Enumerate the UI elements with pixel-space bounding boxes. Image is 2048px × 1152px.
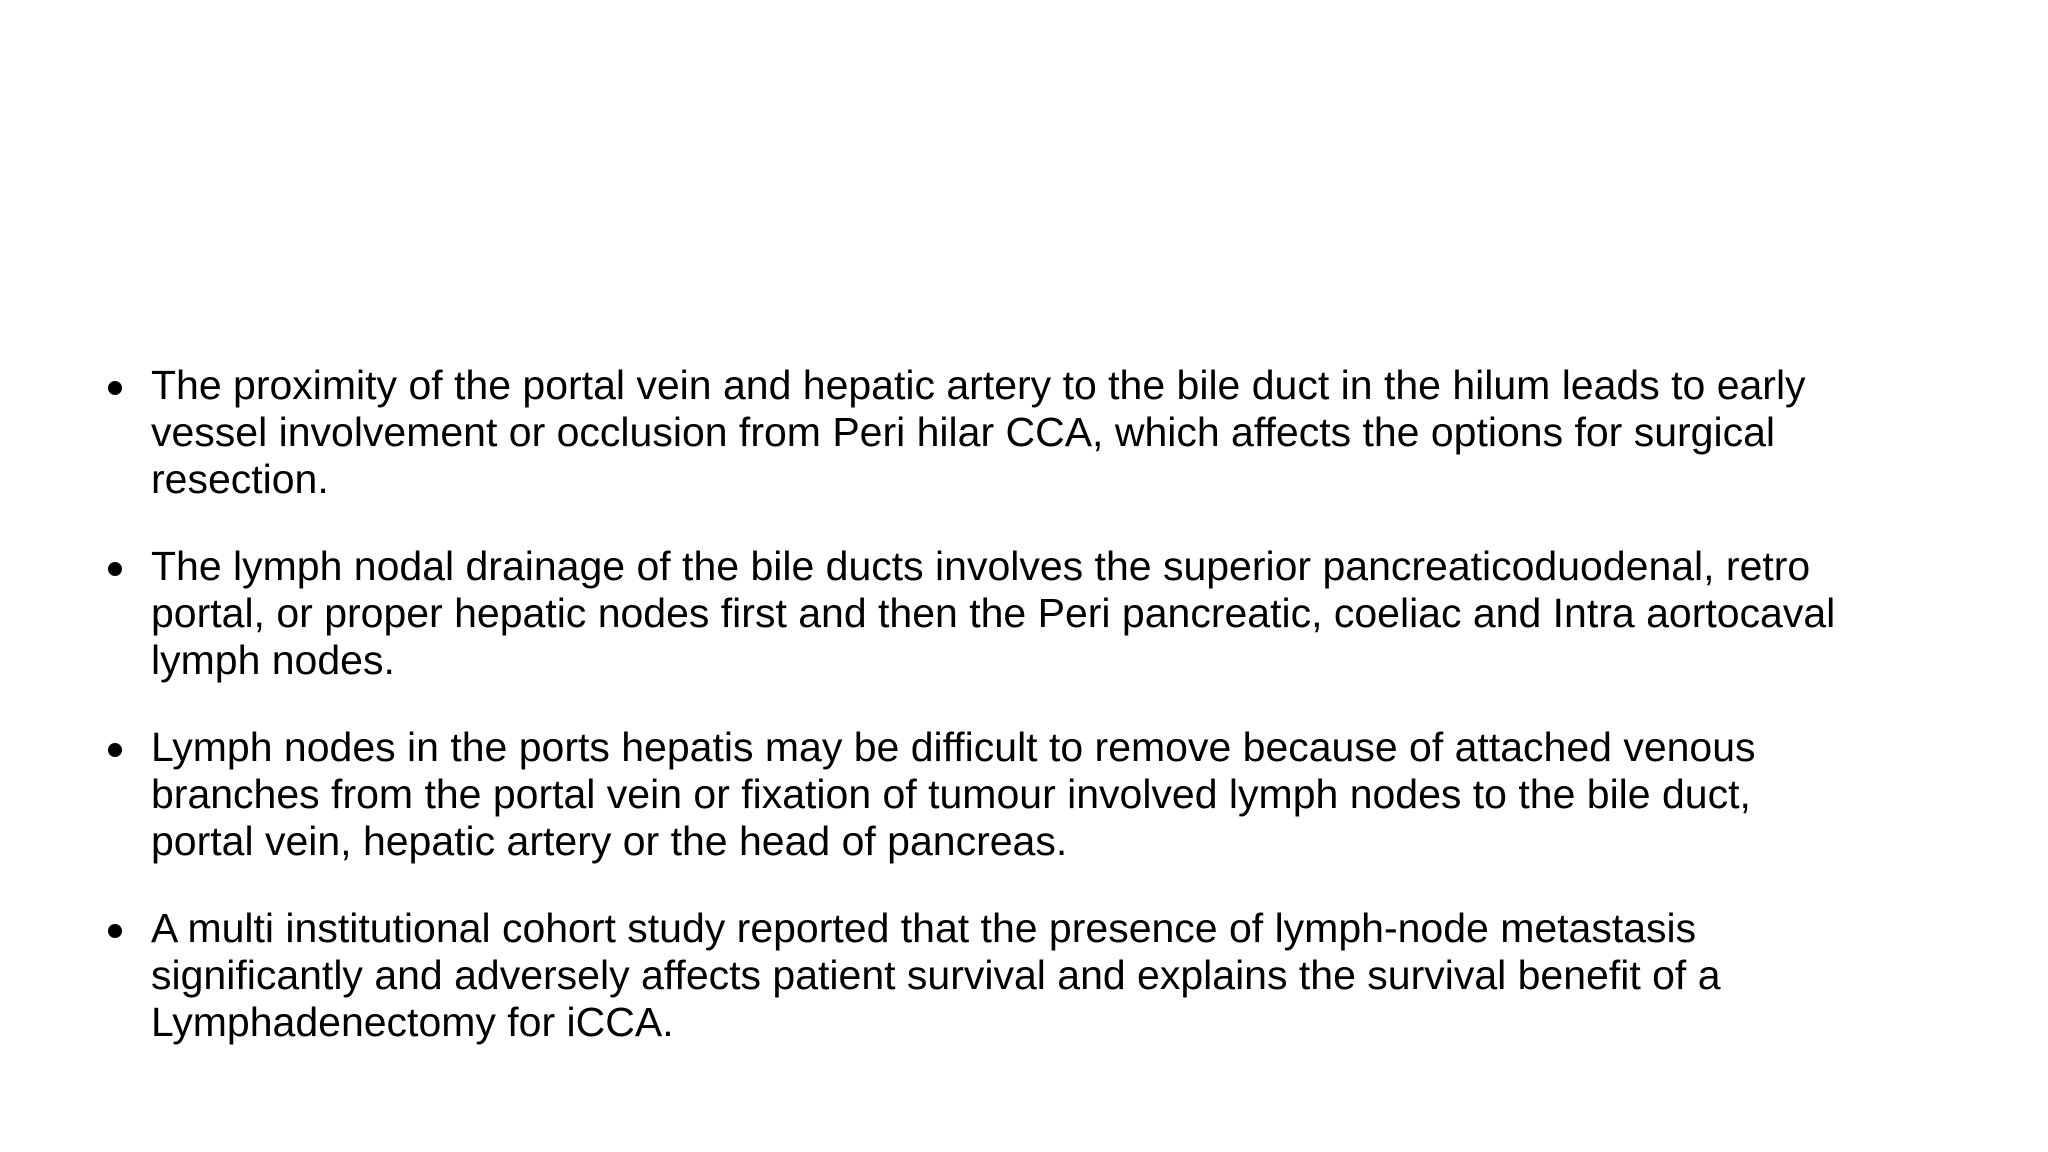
bullet-item: [106, 905, 1986, 1046]
bullet-item: [106, 724, 1986, 865]
bullet-text-line: significantly and adversely affects patient survival and explains the survival benefit of a: [151, 952, 1721, 998]
bullet-text-line: Lymphadenectomy for iCCA.: [151, 999, 674, 1045]
bullet-text-line: portal vein, hepatic artery or the head of pancreas.: [151, 818, 1068, 864]
bullet-item: [106, 362, 1986, 503]
bullet-text-line: portal, or proper hepatic nodes first and then the Peri pancreatic, coeliac and Intra aortocaval: [151, 590, 1836, 636]
bullet-text-line: lymph nodes.: [151, 637, 395, 683]
bullet-text-line: vessel involvement or occlusion from Peri hilar CCA, which affects the options for surgical: [151, 409, 1775, 455]
bullet-point-icon: [108, 381, 122, 395]
bullet-text-line: A multi institutional cohort study reported that the presence of lymph-node metastasis: [151, 905, 1697, 951]
bullet-text-line: The proximity of the portal vein and hepatic artery to the bile duct in the hilum leads to early: [151, 362, 1806, 408]
bullet-item: [106, 543, 1986, 684]
bullet-point-icon: [108, 924, 122, 938]
bullet-text-line: resection.: [151, 456, 329, 502]
bullet-point-icon: [108, 743, 122, 757]
bullet-text-line: The lymph nodal drainage of the bile ducts involves the superior pancreaticoduodenal, retro: [151, 543, 1811, 589]
bullet-list: [106, 362, 1986, 1046]
bullet-text-line: branches from the portal vein or fixation of tumour involved lymph nodes to the bile duct,: [151, 771, 1751, 817]
bullet-point-icon: [108, 562, 122, 576]
bullet-text-line: Lymph nodes in the ports hepatis may be difficult to remove because of attached venous: [151, 724, 1756, 770]
